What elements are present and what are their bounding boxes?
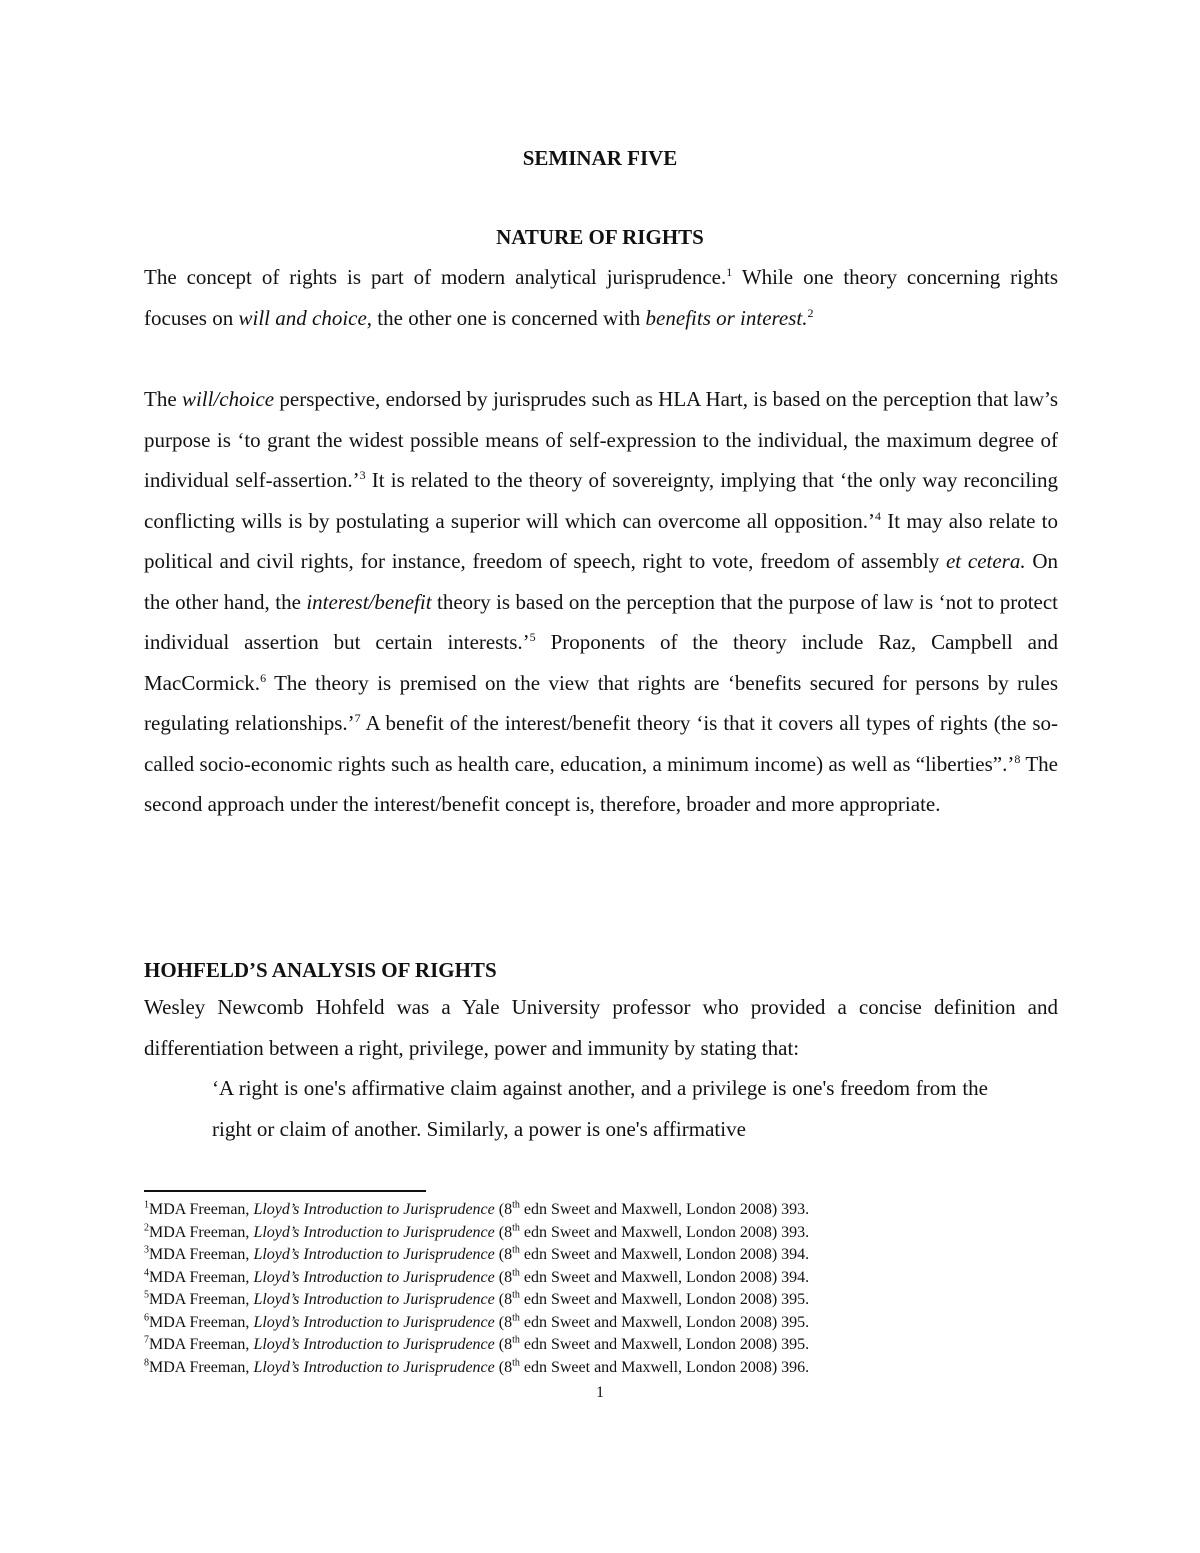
footnote-edition: (8 <box>494 1223 513 1241</box>
footnote-title: Lloyd’s Introduction to Jurisprudence <box>253 1291 495 1308</box>
text-run: It may also relate to political and civil rights, for instance, freedom of speech, right to vote, freedom of assembly <box>144 508 1058 573</box>
page-number: 1 <box>596 1384 604 1401</box>
footnote-item <box>144 1289 1058 1312</box>
footnote-title: Lloyd’s Introduction to Jurisprudence <box>253 1246 495 1263</box>
footnote-edition: (8 <box>494 1358 513 1376</box>
footnote-edition: (8 <box>494 1313 513 1331</box>
paragraph-hohfeld: Wesley Newcomb Hohfeld was a Yale University professor who provided a concise definition and differentiation between a right, privilege, power and immunity by stating that: <box>144 995 1058 1060</box>
footnote-ordinal: th <box>512 1289 520 1301</box>
footnote-item <box>144 1312 1058 1335</box>
footnote-number: 1 <box>144 1199 149 1211</box>
italic-run: interest/benefit <box>306 589 432 614</box>
footnote-publisher: edn Sweet and Maxwell, London 2008) 395. <box>519 1291 810 1308</box>
footnote-title: Lloyd’s Introduction to Jurisprudence <box>253 1358 495 1376</box>
footnote-ref[interactable]: 4 <box>875 508 882 523</box>
footnote-item <box>144 1244 1058 1267</box>
italic-run: will/choice <box>181 387 275 411</box>
footnote-separator <box>144 1190 426 1192</box>
footnote-edition: (8 <box>494 1201 513 1218</box>
block-quote: ‘A right is one's affirmative claim against another, and a privilege is one's freedom from the right or claim of another. Similarly, a power is one's affirmative <box>212 1076 988 1141</box>
footnote-edition: (8 <box>494 1268 513 1286</box>
text-run: While one theory concerning rights focuses on <box>144 265 1059 330</box>
footnote-number: 6 <box>144 1312 149 1324</box>
footnote-ref[interactable]: 1 <box>726 265 733 279</box>
text-run: , the other one is concerned with <box>366 305 646 330</box>
text-run: The <box>144 387 182 411</box>
text-run: The second approach under the interest/benefit concept is, therefore, broader and more appropriate. <box>144 751 1058 816</box>
footnote-ordinal: th <box>512 1222 520 1234</box>
footnote-ordinal: th <box>512 1244 520 1256</box>
footnote-author: MDA Freeman, <box>149 1336 254 1353</box>
footnote-title: Lloyd’s Introduction to Jurisprudence <box>253 1201 495 1218</box>
text-run: On the other hand, the <box>144 549 1059 614</box>
footnote-number: 5 <box>144 1289 149 1301</box>
footnote-publisher: edn Sweet and Maxwell, London 2008) 395. <box>519 1313 810 1331</box>
footnote-number: 2 <box>144 1222 149 1234</box>
footnote-ref[interactable]: 8 <box>1014 751 1021 766</box>
paragraph-will-interest-theories <box>144 379 1058 825</box>
paragraph-intro <box>144 257 1058 338</box>
footnote-publisher: edn Sweet and Maxwell, London 2008) 394. <box>519 1246 810 1263</box>
footnote-number: 8 <box>144 1357 149 1369</box>
footnote-ref[interactable]: 2 <box>807 305 814 320</box>
footnote-author: MDA Freeman, <box>149 1246 254 1263</box>
section-heading-nature-of-rights: NATURE OF RIGHTS <box>496 225 704 249</box>
footnote-author: MDA Freeman, <box>149 1313 254 1331</box>
text-run: perspective, endorsed by jurisprudes such as HLA Hart, is based on the perception that law’s purpose is ‘to grant the widest possible means of self-expression to the individual, the maximum degree of individual self-assertion.’ <box>144 387 1058 492</box>
footnote-title: Lloyd’s Introduction to Jurisprudence <box>253 1336 495 1353</box>
footnote-number: 7 <box>144 1334 149 1346</box>
footnote-title: Lloyd’s Introduction to Jurisprudence <box>253 1268 495 1286</box>
footnote-edition: (8 <box>494 1336 513 1353</box>
text-run: It is related to the theory of sovereignty, implying that ‘the only way reconciling conflicting wills is by postulating a superior will which can overcome all opposition.’ <box>144 468 1058 533</box>
footnote-ref[interactable]: 7 <box>354 711 361 725</box>
footnote-edition: (8 <box>494 1246 513 1263</box>
footnote-author: MDA Freeman, <box>149 1268 254 1286</box>
text-run: The concept of rights is part of modern analytical jurisprudence. <box>144 265 727 289</box>
footnote-publisher: edn Sweet and Maxwell, London 2008) 396. <box>519 1358 810 1376</box>
footnote-item <box>144 1222 1058 1245</box>
footnote-number: 3 <box>144 1244 149 1256</box>
footnote-publisher: edn Sweet and Maxwell, London 2008) 394. <box>519 1268 810 1286</box>
footnote-author: MDA Freeman, <box>149 1223 254 1241</box>
footnote-author: MDA Freeman, <box>149 1201 254 1218</box>
text-run: Proponents of the theory include Raz, Campbell and MacCormick. <box>144 630 1058 695</box>
footnote-item <box>144 1199 1058 1222</box>
footnote-publisher: edn Sweet and Maxwell, London 2008) 393. <box>519 1223 810 1241</box>
text-run: The theory is premised on the view that rights are ‘benefits secured for persons by rules regulating relationships.’ <box>144 670 1058 735</box>
section-heading-hohfeld: HOHFELD’S ANALYSIS OF RIGHTS <box>144 958 497 982</box>
text-run: A benefit of the interest/benefit theory ‘is that it covers all types of rights (the so-called socio-economic rights such as health care, education, a minimum income) as well as “liberties”.’ <box>144 711 1058 776</box>
footnote-item <box>144 1334 1058 1357</box>
footnote-ordinal: th <box>512 1267 520 1279</box>
footnote-ref[interactable]: 6 <box>260 670 267 685</box>
footnote-ref[interactable]: 3 <box>359 468 366 482</box>
footnote-ordinal: th <box>512 1357 520 1369</box>
footnote-ref[interactable]: 5 <box>529 630 536 644</box>
footnote-author: MDA Freeman, <box>149 1291 254 1308</box>
seminar-title: SEMINAR FIVE <box>522 146 678 170</box>
footnote-title: Lloyd’s Introduction to Jurisprudence <box>253 1313 495 1331</box>
footnote-ordinal: th <box>512 1334 520 1346</box>
footnote-ordinal: th <box>512 1199 520 1211</box>
footnote-title: Lloyd’s Introduction to Jurisprudence <box>253 1223 495 1241</box>
footnote-ordinal: th <box>512 1312 520 1324</box>
italic-run: will and choice <box>238 305 367 330</box>
footnote-publisher: edn Sweet and Maxwell, London 2008) 393. <box>519 1201 810 1218</box>
footnote-author: MDA Freeman, <box>149 1358 254 1376</box>
italic-run: benefits or interest. <box>645 305 808 330</box>
text-run: theory is based on the perception that the purpose of law is ‘not to protect individual assertion but certain interests.’ <box>144 589 1058 654</box>
footnote-edition: (8 <box>494 1291 513 1308</box>
footnote-item <box>144 1267 1058 1290</box>
footnote-publisher: edn Sweet and Maxwell, London 2008) 395. <box>519 1336 810 1353</box>
footnotes <box>144 1199 1058 1379</box>
footnote-item <box>144 1357 1058 1380</box>
footnote-number: 4 <box>144 1267 149 1279</box>
italic-run: et cetera. <box>945 549 1026 573</box>
